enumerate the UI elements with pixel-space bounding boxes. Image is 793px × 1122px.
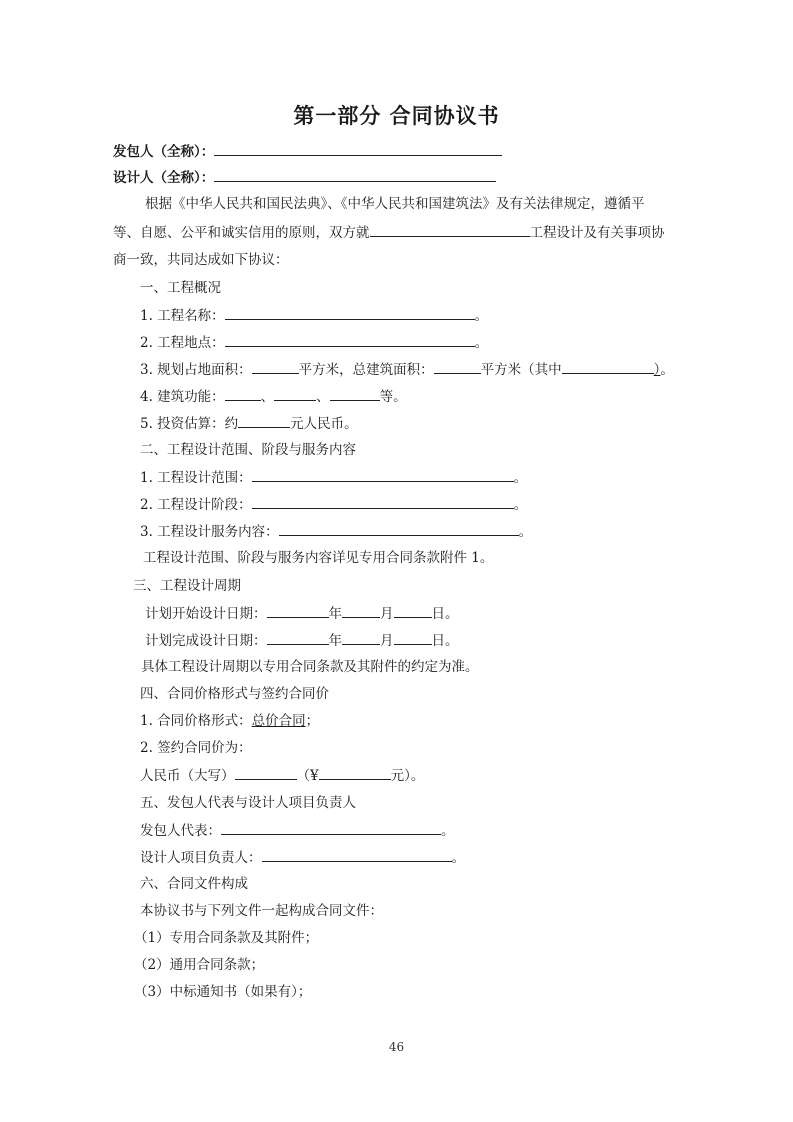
section-3-note: 具体工程设计周期以专用合同条款及其附件的约定为准。 (141, 659, 479, 675)
project-site-field[interactable] (225, 332, 475, 347)
contract-price-label: 2. 签约合同价为： (140, 740, 252, 756)
section-6-heading: 六、合同文件构成 (140, 876, 248, 892)
period: 。 (660, 362, 674, 378)
function-label: 4. 建筑功能： (140, 389, 225, 405)
period: 。 (474, 308, 489, 324)
period: 。 (518, 524, 533, 540)
end-year-field[interactable] (267, 630, 329, 645)
project-name-label: 1. 工程名称： (140, 308, 225, 324)
page-number: 46 (388, 1040, 405, 1054)
design-service-line (140, 521, 532, 542)
designer-name-blank[interactable] (214, 167, 496, 182)
year-label: 年 (328, 606, 342, 622)
designer-line (113, 167, 496, 188)
design-stage-line (140, 494, 527, 515)
start-date-line (145, 603, 459, 624)
period: 。 (513, 497, 528, 513)
end-date-line (145, 630, 459, 651)
document-list-item: （2）通用合同条款； (134, 957, 265, 973)
employer-name-blank[interactable] (214, 141, 502, 156)
investment-line (140, 413, 358, 434)
start-year-field[interactable] (267, 603, 329, 618)
design-stage-field[interactable] (252, 494, 514, 509)
function-field-1[interactable] (225, 386, 261, 401)
land-area-field[interactable] (252, 359, 299, 374)
investment-unit: 元人民币。 (290, 416, 358, 432)
start-date-label: 计划开始设计日期： (145, 606, 267, 622)
function-end: 等。 (379, 389, 407, 405)
period: 。 (513, 470, 528, 486)
design-lead-label: 设计人项目负责人： (140, 850, 262, 866)
project-name-line (140, 305, 488, 326)
employer-label: 发包人（全称）： (113, 144, 215, 160)
investment-label: 5. 投资估算：约 (140, 416, 239, 432)
investment-field[interactable] (238, 413, 290, 428)
section-4-heading: 四、合同价格形式与签约合同价 (140, 686, 329, 702)
start-month-field[interactable] (342, 603, 380, 618)
document-list-item: （1）专用合同条款及其附件； (134, 930, 319, 946)
rmb-words-label: 人民币（大写） (140, 768, 235, 784)
design-lead-line (140, 847, 465, 868)
employer-line (113, 141, 502, 162)
day-label: 日。 (431, 633, 459, 649)
rmb-words-field[interactable] (235, 765, 297, 780)
project-site-line (140, 332, 488, 353)
price-form-line (140, 711, 319, 731)
design-service-field[interactable] (279, 521, 519, 536)
project-name-field[interactable] (225, 305, 475, 320)
day-label: 日。 (431, 606, 459, 622)
rmb-figure-label: （¥ (296, 768, 319, 784)
area-detail-label: 平方米（其中 (480, 362, 562, 378)
rmb-figure-field[interactable] (319, 765, 391, 780)
employer-rep-label: 发包人代表： (140, 823, 221, 839)
period: 。 (474, 335, 489, 351)
price-form-label: 1. 合同价格形式： (140, 713, 252, 729)
intro-line-3: 商一致，共同达成如下协议： (113, 252, 289, 268)
employer-rep-line (140, 820, 455, 841)
function-field-2[interactable] (274, 386, 316, 401)
month-label: 月 (380, 633, 394, 649)
end-day-field[interactable] (394, 630, 432, 645)
area-line (140, 359, 674, 380)
intro-line-1: 根据《中华人民共和国民法典》、《中华人民共和国建筑法》及有关法律规定，遵循平 (145, 196, 645, 212)
end-month-field[interactable] (342, 630, 380, 645)
separator: 、 (316, 389, 330, 405)
section-5-heading: 五、发包人代表与设计人项目负责人 (140, 795, 356, 811)
section-1-heading: 一、工程概况 (140, 280, 221, 296)
floor-area-label: 平方米，总建筑面积： (298, 362, 434, 378)
design-stage-label: 2. 工程设计阶段： (140, 497, 252, 513)
design-lead-field[interactable] (262, 847, 452, 862)
separator: 、 (260, 389, 275, 405)
rmb-unit: 元）。 (390, 768, 425, 784)
section-6-intro: 本协议书与下列文件一起构成合同文件： (140, 903, 383, 919)
section-2-heading: 二、工程设计范围、阶段与服务内容 (140, 442, 356, 458)
function-field-3[interactable] (330, 386, 380, 401)
section-3-heading: 三、工程设计周期 (133, 578, 241, 594)
area-close-paren: ） (653, 362, 661, 378)
price-form-end: ； (305, 713, 320, 729)
year-label: 年 (328, 633, 342, 649)
design-scope-line (140, 467, 527, 488)
floor-area-field[interactable] (434, 359, 481, 374)
area-detail-field[interactable] (562, 359, 654, 374)
design-scope-label: 1. 工程设计范围： (140, 470, 252, 486)
start-day-field[interactable] (394, 603, 432, 618)
rmb-line (140, 765, 424, 786)
designer-label: 设计人（全称）： (113, 170, 215, 186)
employer-rep-field[interactable] (221, 820, 441, 835)
function-line (140, 386, 407, 407)
price-form-value: 总价合同 (251, 713, 306, 729)
section-2-note: 工程设计范围、阶段与服务内容详见专用合同条款附件 1。 (143, 550, 494, 566)
project-name-blank[interactable] (370, 222, 530, 237)
period: 。 (451, 850, 465, 866)
intro-line-2 (113, 222, 665, 243)
period: 。 (441, 823, 455, 839)
land-area-label: 3. 规划占地面积： (140, 362, 252, 378)
design-scope-field[interactable] (252, 467, 514, 482)
intro-text-b: 工程设计及有关事项协 (529, 225, 665, 241)
design-service-label: 3. 工程设计服务内容： (140, 524, 279, 540)
month-label: 月 (380, 606, 394, 622)
end-date-label: 计划完成设计日期： (145, 633, 267, 649)
page-title: 第一部分 合同协议书 (293, 104, 500, 128)
document-list-item: （3）中标通知书（如果有）； (134, 984, 312, 1000)
project-site-label: 2. 工程地点： (140, 335, 225, 351)
intro-text-a: 等、自愿、公平和诚实信用的原则，双方就 (113, 225, 370, 241)
